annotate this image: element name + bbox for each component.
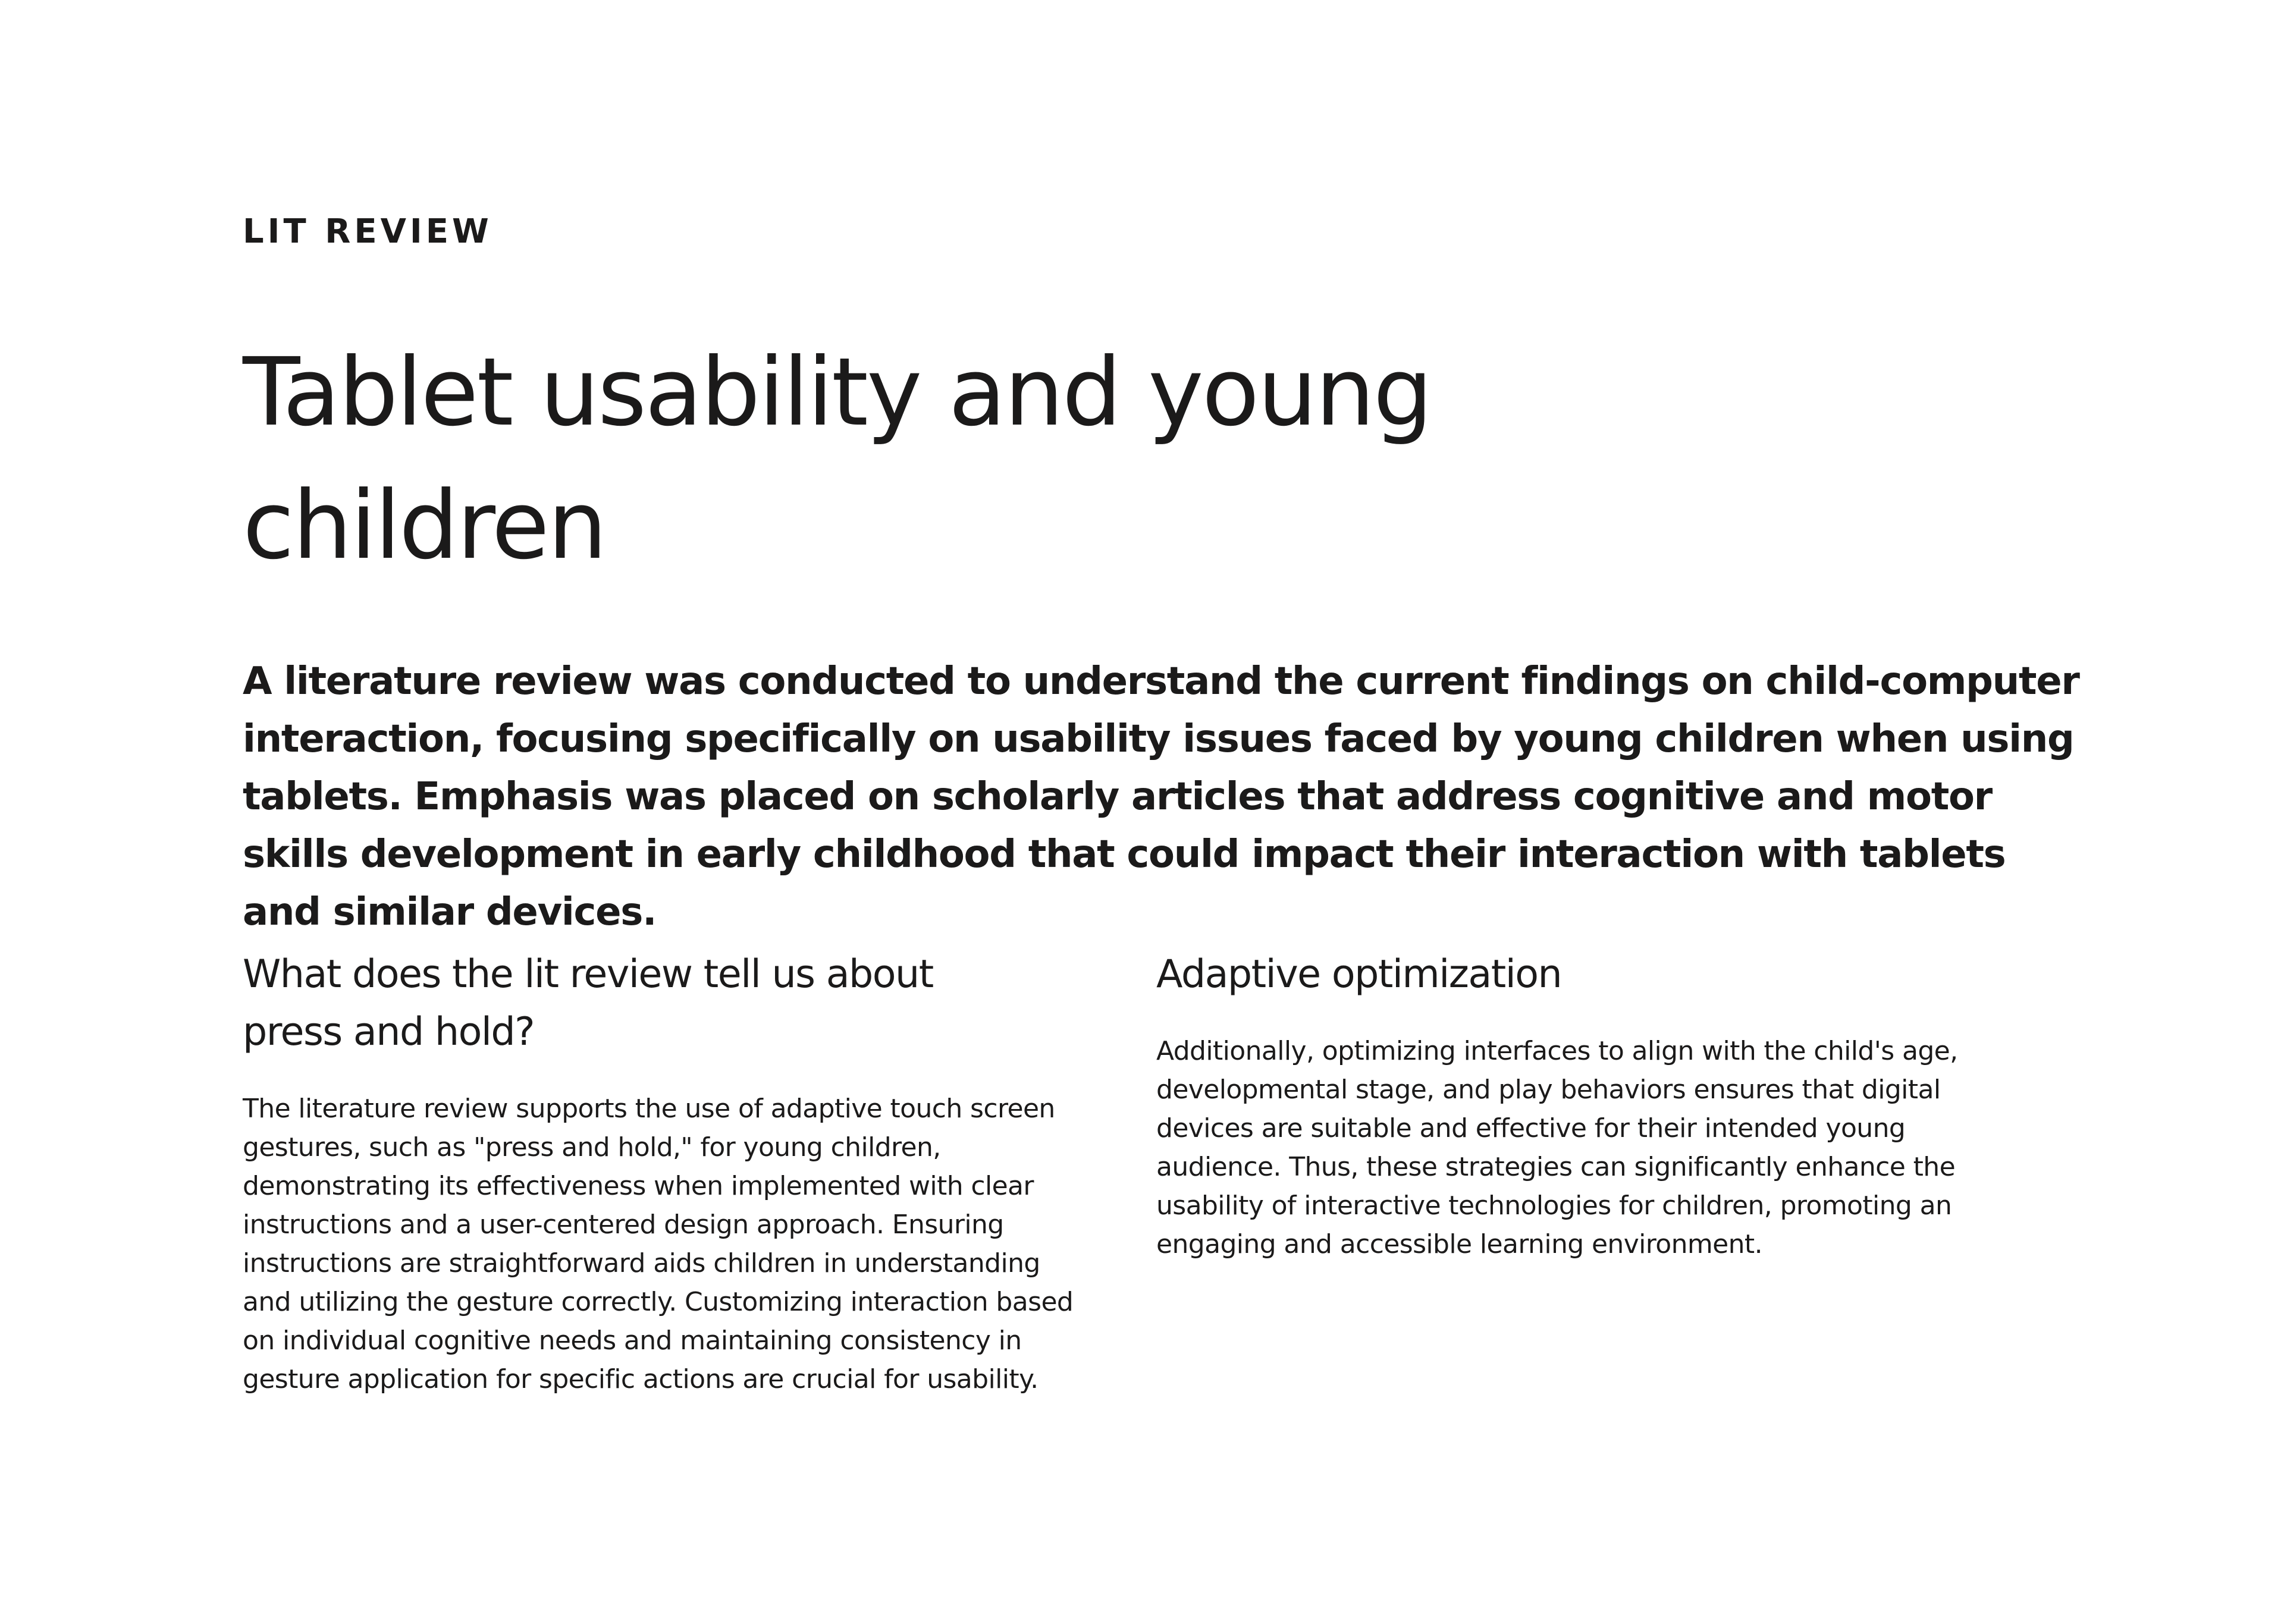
page-title: Tablet usability and young children	[243, 338, 1431, 580]
press-and-hold-heading: What does the lit review tell us about press and hold?	[243, 952, 933, 1054]
adaptive-optimization-heading: Adaptive optimization	[1156, 952, 1562, 997]
press-and-hold-body: The literature review supports the use of adaptive touch screen gestures, such as "press and hold," for young children, demonstrating its effectiveness when implemented with clear instructions and a user-centered design approach. Ensuring instructions are straightforward aids children in understanding and utilizing the gesture correctly. Customizing interaction based on individual cognitive needs and maintaining consistency in gesture application for specific actions are crucial for usability.	[243, 1094, 1074, 1394]
section-eyebrow: LIT REVIEW	[243, 212, 492, 251]
adaptive-optimization-body: Additionally, optimizing interfaces to align with the child's age, developmental stage, and play behaviors ensures that digital devices are suitable and effective for their intended young audience. Thus, these strategies can significantly enhance the usability of interactive technologies for children, promoting an engaging and accessible learning environment.	[1156, 1036, 1958, 1259]
press-and-hold-section	[243, 945, 1075, 1399]
adaptive-optimization-section	[1156, 945, 2001, 1264]
intro-paragraph: A literature review was conducted to understand the current findings on child-computer interaction, focusing specifically on usability issues faced by young children when using tablets. Emphasis was placed on scholarly articles that address cognitive and motor skills development in early childhood that could impact their interaction with tablets and similar devices.	[243, 659, 2079, 934]
